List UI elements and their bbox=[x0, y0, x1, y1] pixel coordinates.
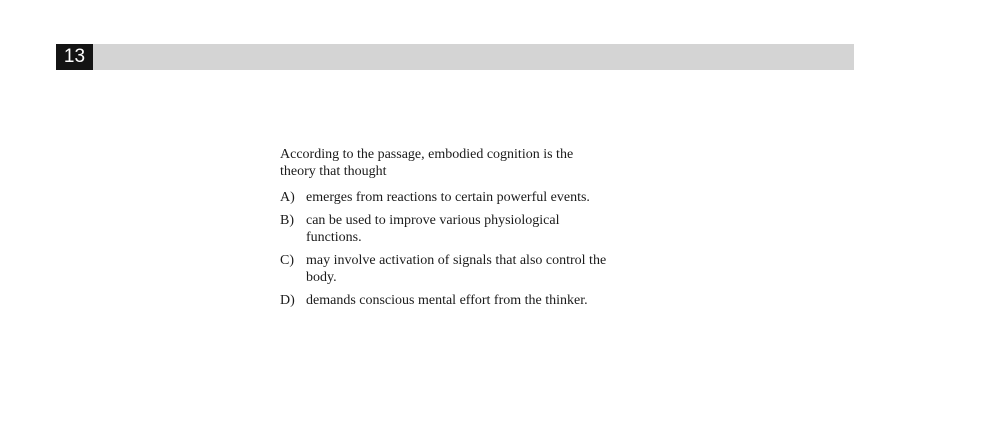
choice-text: may involve activation of signals that also control the body. bbox=[306, 253, 607, 285]
choice-letter: A) bbox=[280, 190, 295, 205]
choice-text: can be used to improve various physiological functions. bbox=[306, 213, 560, 245]
question-header-bar bbox=[56, 44, 854, 70]
choice-letter: D) bbox=[280, 293, 295, 308]
choice-text: emerges from reactions to certain powerful events. bbox=[306, 190, 590, 205]
answer-choice-c[interactable] bbox=[280, 252, 610, 286]
answer-choice-a[interactable] bbox=[280, 189, 610, 206]
choice-text: demands conscious mental effort from the thinker. bbox=[306, 293, 588, 308]
question-number-badge: 13 bbox=[56, 44, 93, 70]
question-stem: According to the passage, embodied cognition is the theory that thought bbox=[280, 147, 574, 179]
question-block bbox=[280, 146, 610, 315]
choice-letter: C) bbox=[280, 253, 294, 268]
choice-letter: B) bbox=[280, 213, 294, 228]
answer-choice-d[interactable] bbox=[280, 292, 610, 309]
answer-choice-b[interactable] bbox=[280, 212, 610, 246]
